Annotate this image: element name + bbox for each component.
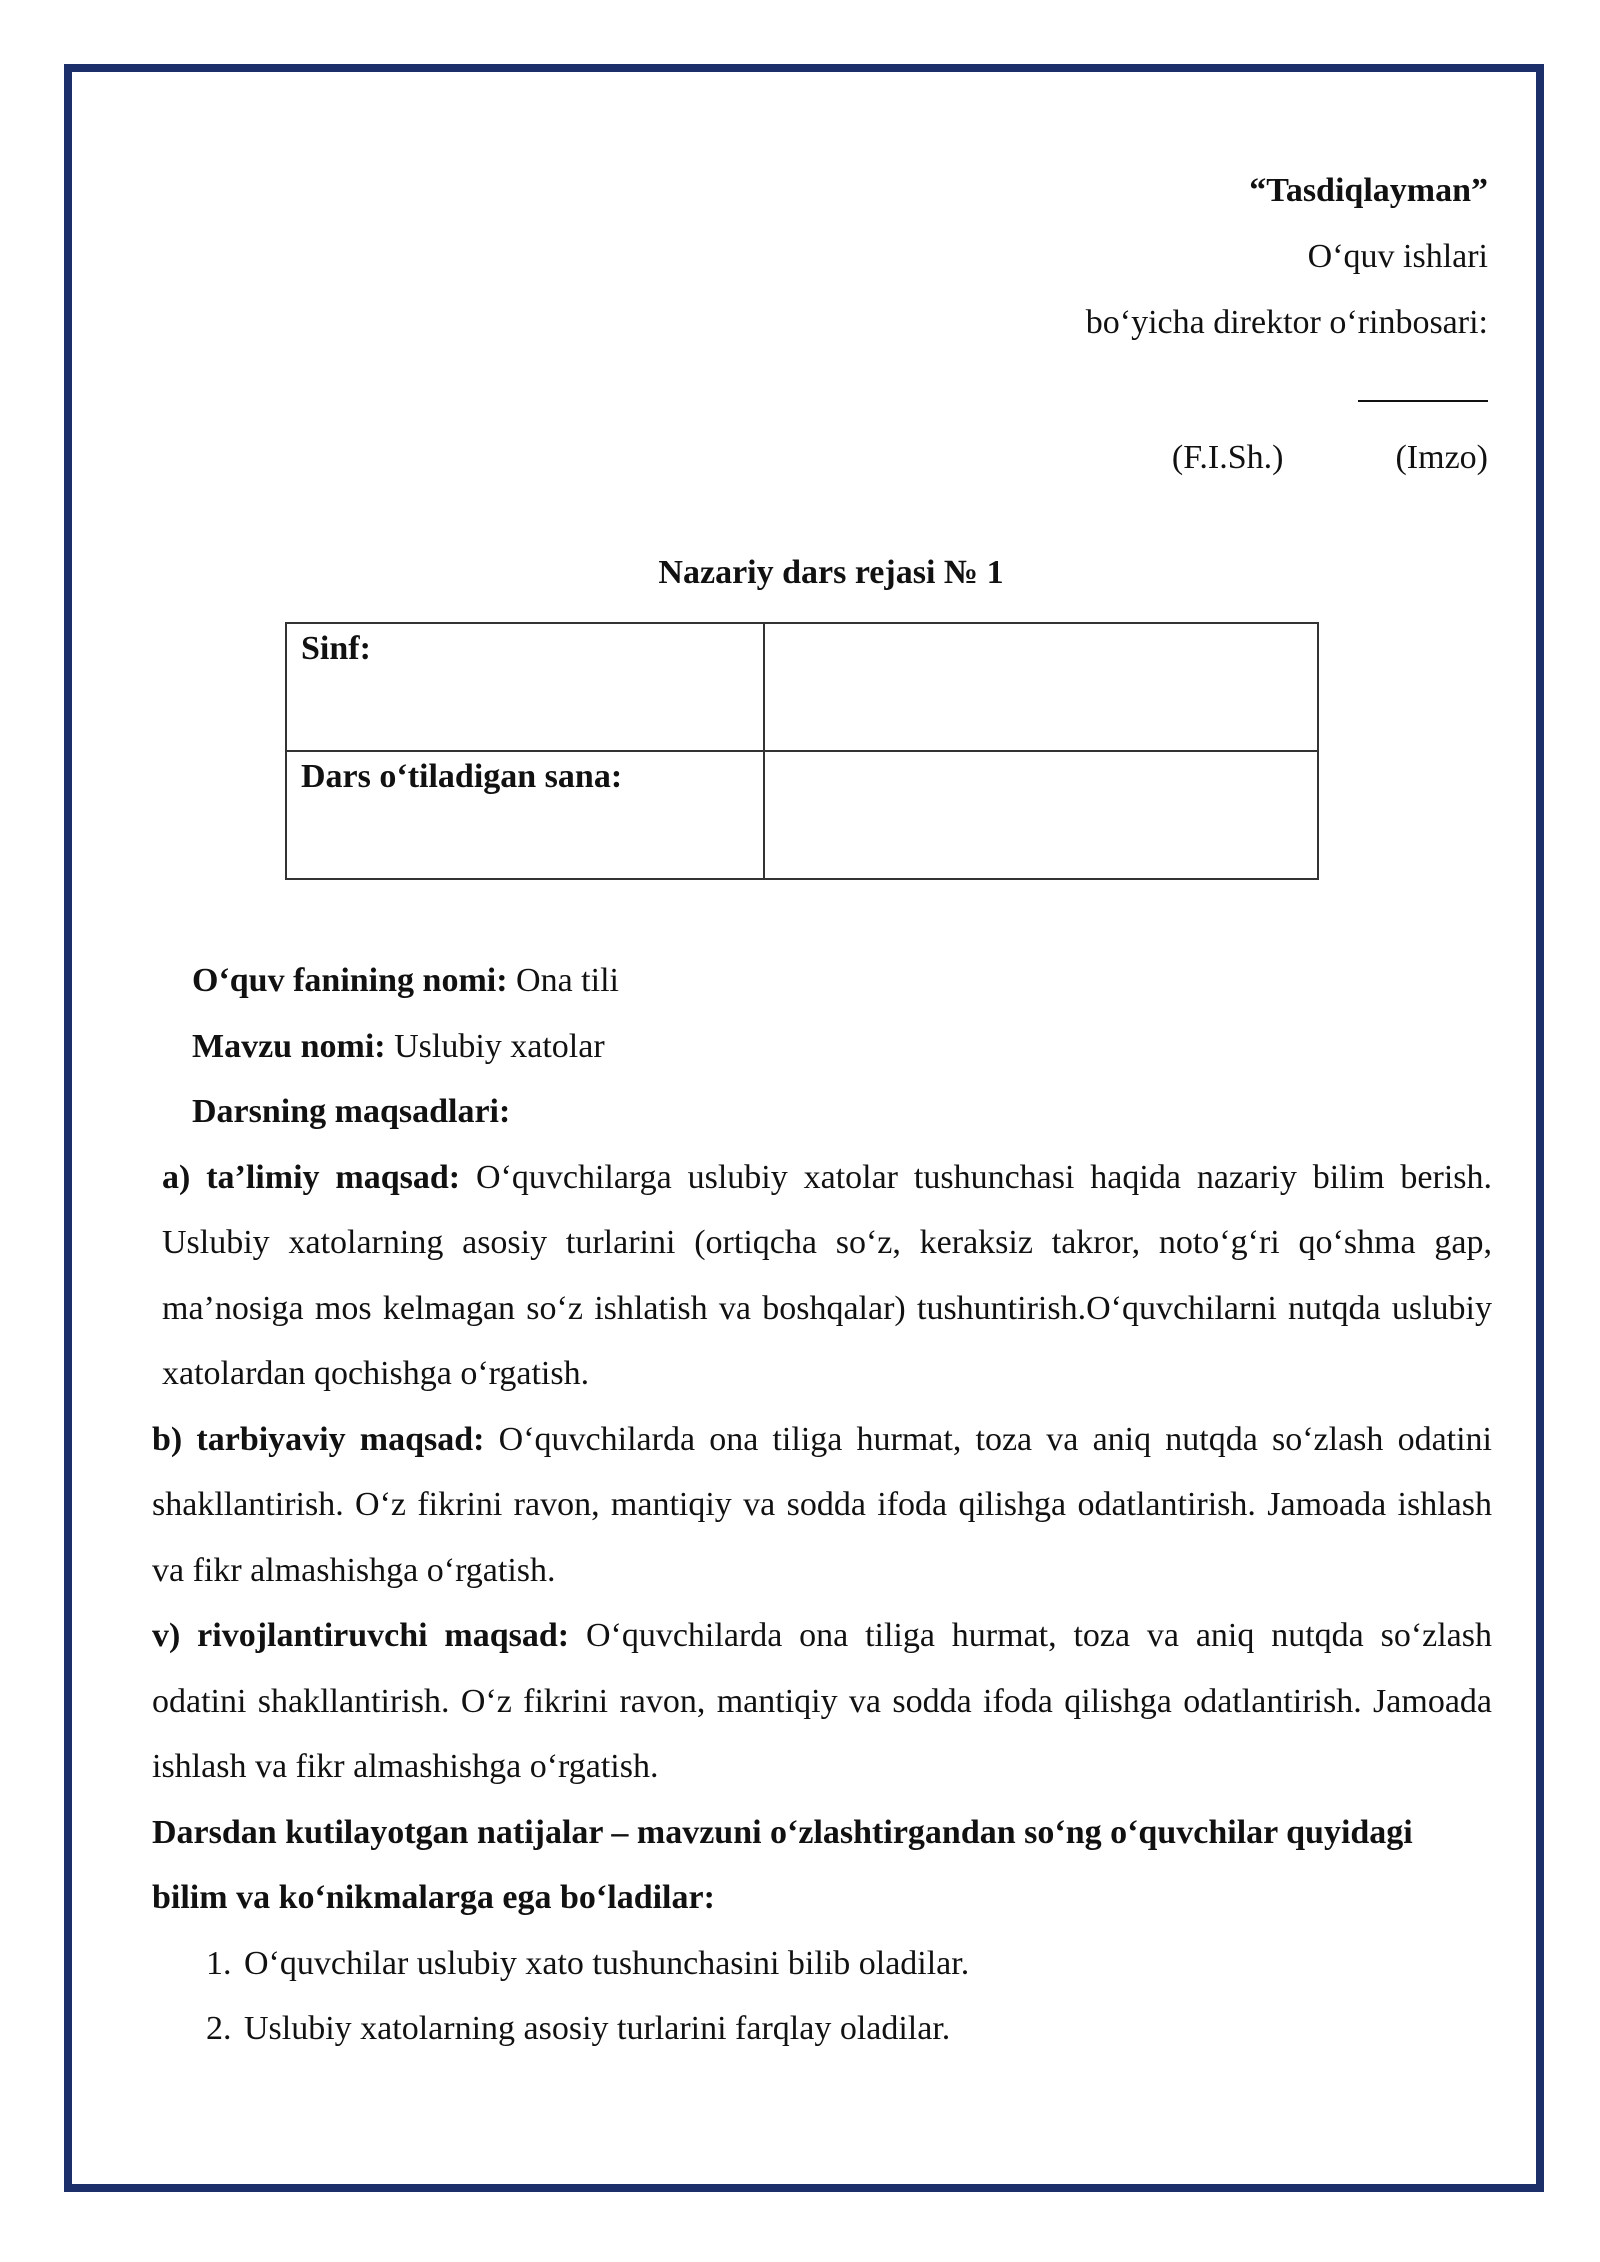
goal-a-label: a) ta’limiy maqsad: xyxy=(162,1158,461,1196)
sinf-value xyxy=(764,623,1318,751)
subject-line xyxy=(152,948,1492,1014)
approval-line-2: bo‘yicha direktor o‘rinbosari: xyxy=(1085,304,1488,341)
approval-block xyxy=(1086,158,1488,491)
plan-title: Nazariy dars rejasi № 1 xyxy=(658,554,1004,591)
goal-a-text: O‘quvchilarga uslubiy xatolar tushunchasi haqida nazariy bilim berish. Uslubiy xatolarning asosiy turlarini (ortiqcha so‘z, keraksiz takror, noto‘g‘ri qo‘shma gap, ma’nosiga mos kelmagan so‘z ishlatish va boshqalar) tushuntirish.O‘quvchilarni nutqda uslubiy xatolardan qochishga o‘rgatish. xyxy=(162,1158,1492,1392)
subject-value: Ona tili xyxy=(507,962,619,999)
topic-value: Uslubiy xatolar xyxy=(385,1027,605,1065)
date-label: Dars o‘tiladigan sana: xyxy=(286,751,764,879)
goal-v xyxy=(152,1603,1492,1800)
table-row xyxy=(286,751,1318,879)
results-list xyxy=(152,1931,1492,2062)
info-table xyxy=(285,622,1319,880)
imzo-label: (Imzo) xyxy=(1395,439,1488,476)
table-row xyxy=(286,623,1318,751)
signature-line xyxy=(1358,356,1488,402)
goal-b-label: b) tarbiyaviy maqsad: xyxy=(152,1420,485,1458)
topic-line xyxy=(152,1014,1492,1080)
subject-label: O‘quv fanining nomi: xyxy=(192,962,508,999)
lesson-body xyxy=(152,948,1492,2062)
results-heading: Darsdan kutilayotgan natijalar – mavzuni o‘zlashtirgandan so‘ng o‘quvchilar quyidagi bilim va ko‘nikmalarga ega bo‘ladilar: xyxy=(152,1813,1413,1916)
date-value xyxy=(764,751,1318,879)
goal-v-text: O‘quvchilarda ona tiliga hurmat, toza va aniq nutqda so‘zlash odatini shakllantirish. O‘z fikrini ravon, mantiqiy va sodda ifoda qilishga odatlantirish. Jamoada ishlash va fikr almashishga o‘rgatish. xyxy=(152,1617,1492,1785)
goals-heading: Darsning maqsadlari: xyxy=(192,1093,511,1130)
goal-b xyxy=(152,1407,1492,1604)
topic-label: Mavzu nomi: xyxy=(192,1027,386,1065)
sinf-label: Sinf: xyxy=(286,623,764,751)
list-item: 1. O‘quvchilar uslubiy xato tushunchasini bilib oladilar. xyxy=(240,1931,1492,1997)
goal-b-text: O‘quvchilarda ona tiliga hurmat, toza va aniq nutqda so‘zlash odatini shakllantirish. O‘z fikrini ravon, mantiqiy va sodda ifoda qilishga odatlantirish. Jamoada ishlash va fikr almashishga o‘rgatish. xyxy=(152,1420,1493,1589)
approval-title: “Tasdiqlayman” xyxy=(1249,172,1488,209)
goal-a xyxy=(152,1145,1492,1407)
approval-line-1: O‘quv ishlari xyxy=(1307,238,1488,275)
goal-v-label: v) rivojlantiruvchi maqsad: xyxy=(152,1617,570,1654)
fish-label: (F.I.Sh.) xyxy=(1171,439,1284,476)
list-item: 2. Uslubiy xatolarning asosiy turlarini farqlay oladilar. xyxy=(240,1996,1492,2062)
